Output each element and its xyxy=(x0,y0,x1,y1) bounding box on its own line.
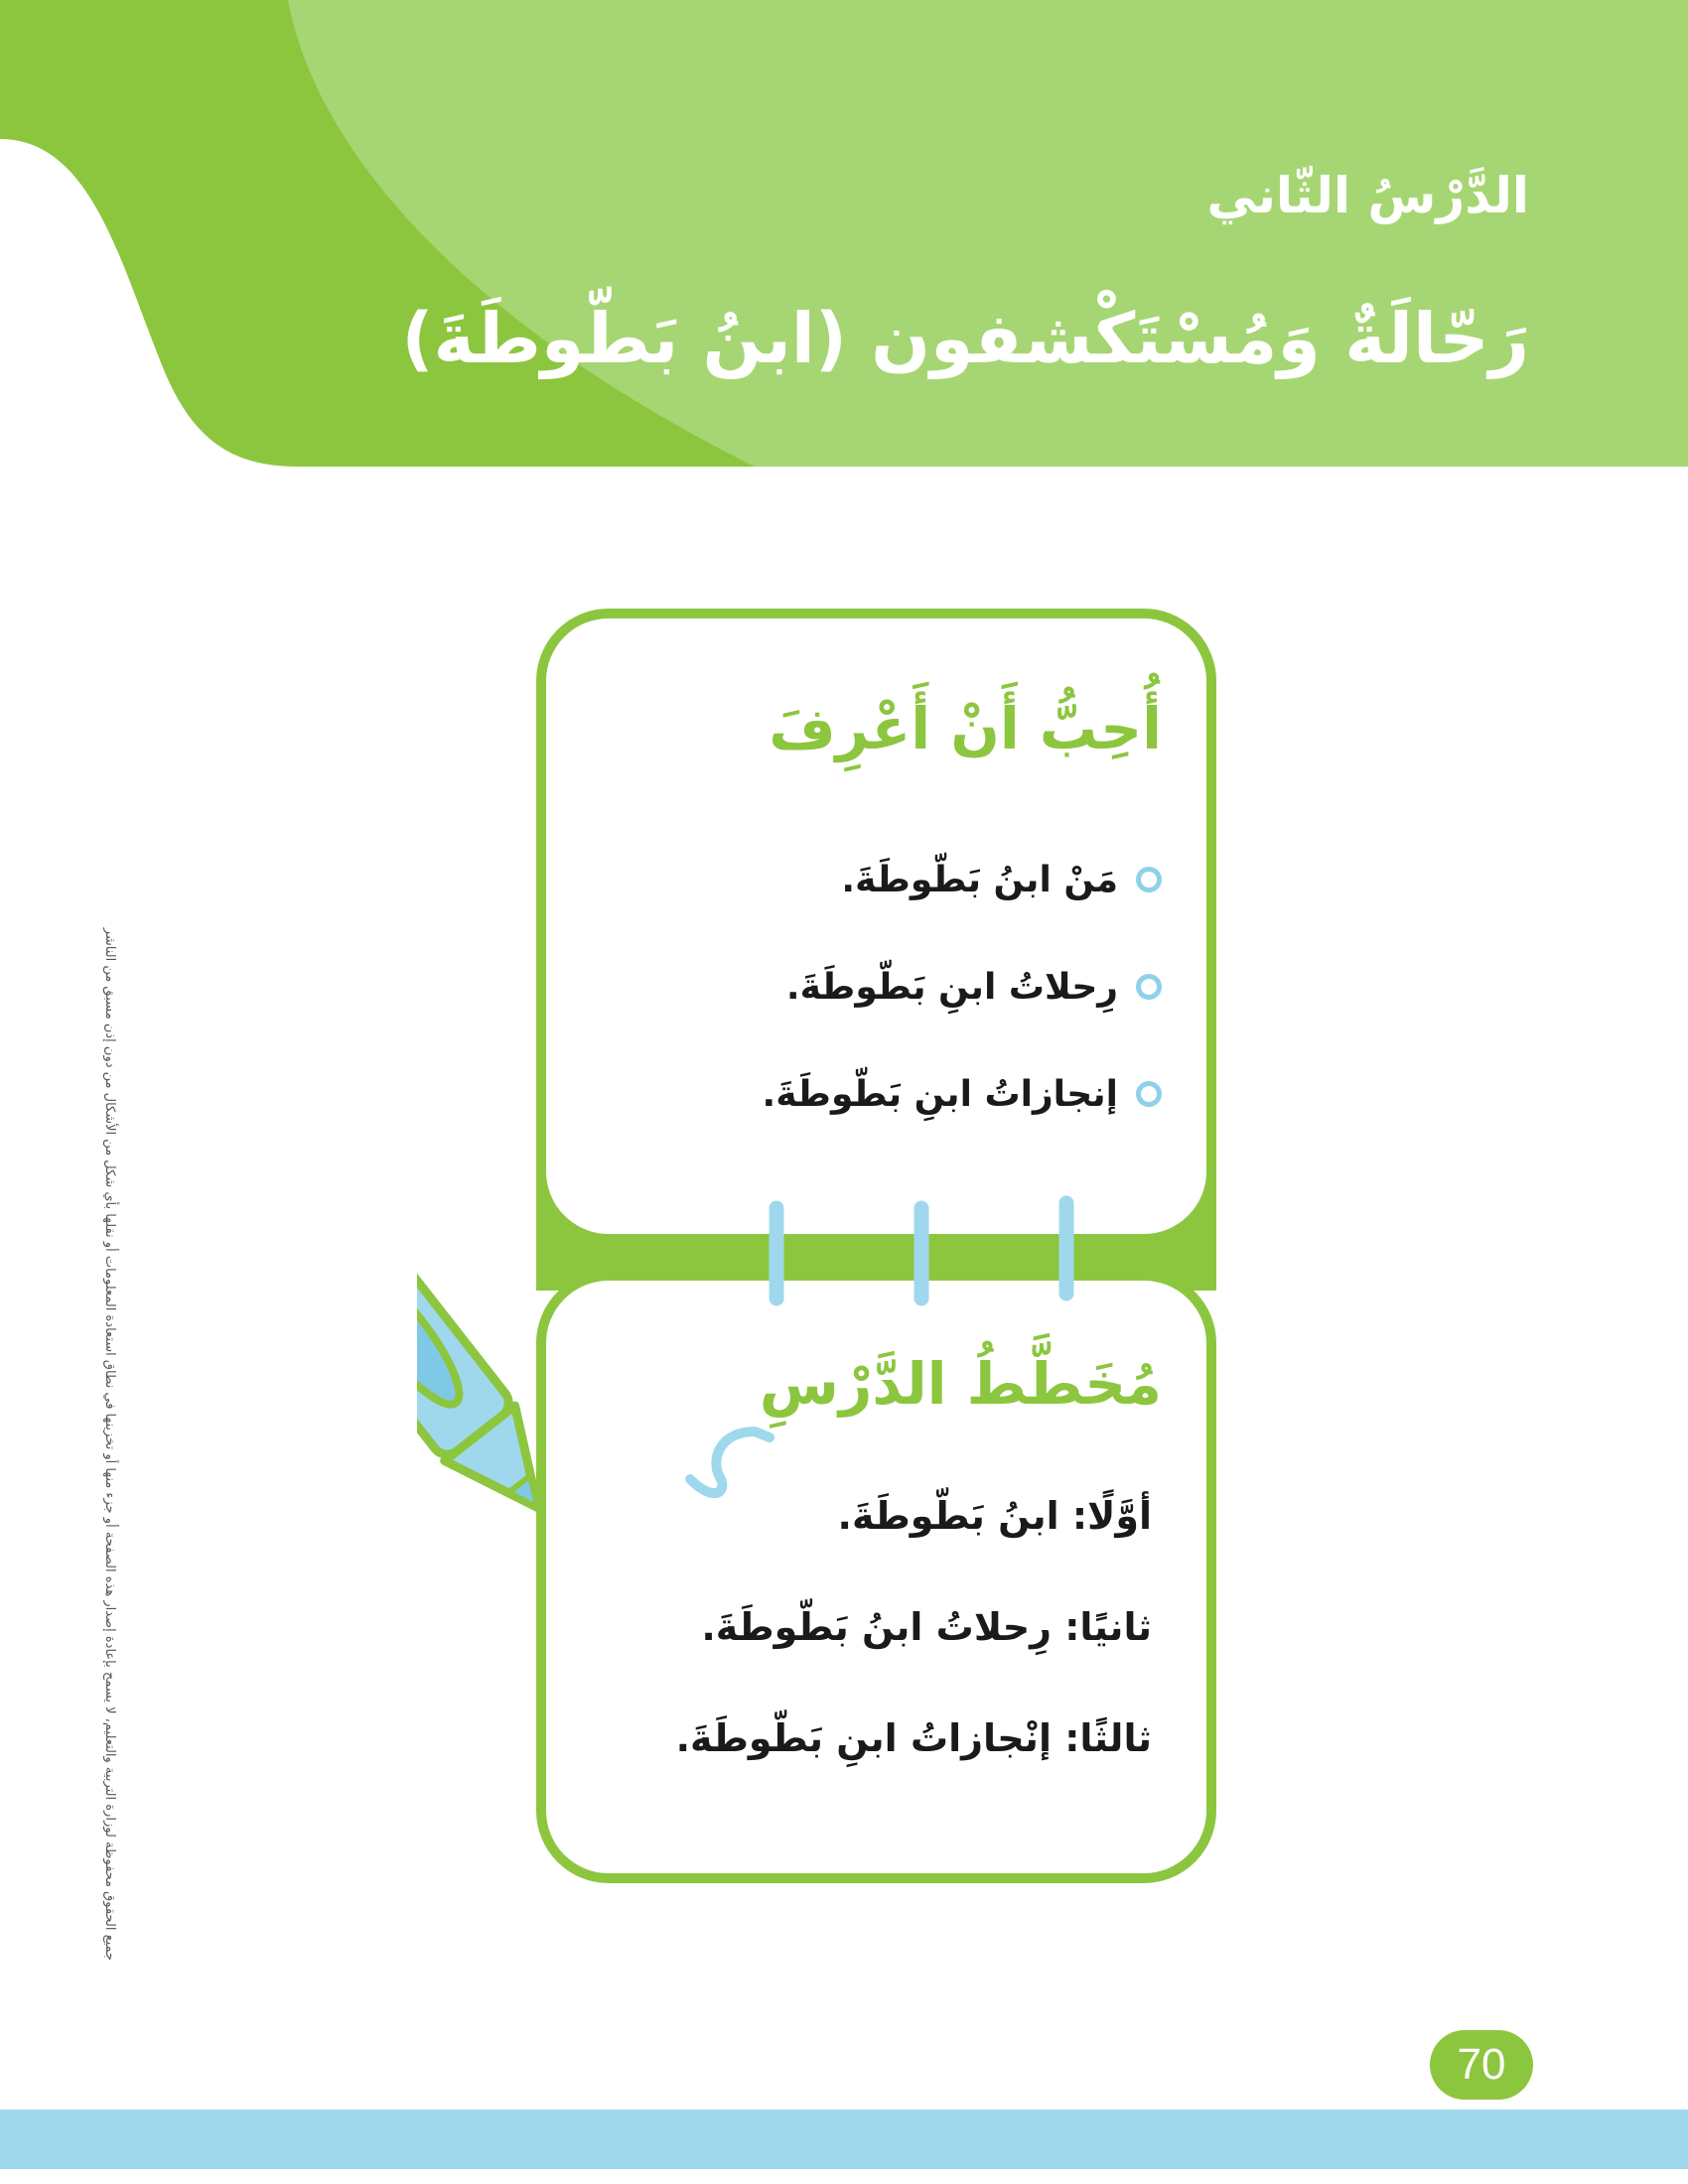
list-item xyxy=(763,1040,1162,1148)
bullet-circle-icon xyxy=(1136,974,1162,1000)
page-number-badge: 70 xyxy=(1430,2030,1533,2100)
footer-bar xyxy=(0,2110,1688,2169)
plan-list xyxy=(676,1481,1152,1815)
know-heading: أُحِبُّ أَنْ أَعْرِفَ xyxy=(769,695,1162,762)
list-item xyxy=(763,826,1162,933)
list-item: أوَّلًا: ابنُ بَطّوطَةَ. xyxy=(837,1494,1152,1538)
header-banner xyxy=(0,0,1688,477)
plan-heading: مُخَطَّطُ الدَّرْسِ xyxy=(759,1350,1162,1418)
list-item: ثانيًا: رِحلاتُ ابنُ بَطّوطَةَ. xyxy=(701,1605,1152,1649)
list-item-text: إنجازاتُ ابنِ بَطّوطَةَ. xyxy=(762,1073,1118,1115)
know-list xyxy=(763,826,1162,1148)
bullet-circle-icon xyxy=(1136,1081,1162,1107)
copyright-note: جميع الحقوق محفوظة لوزارة التربية والتعليم، لا يسمح بإعادة إصدار هذه الصفحة أو جزء منها أو تخزينها في نطاق استعادة المعلومات أو نقلها بأي شكل من الأشكال من دون إذن مسبق من الناشر xyxy=(102,927,117,1961)
list-item xyxy=(763,933,1162,1040)
list-item-text: مَنْ ابنُ بَطّوطَةَ. xyxy=(841,859,1118,900)
lesson-number: الدَّرْسُ الثّاني xyxy=(1206,167,1529,224)
list-item-text: رِحلاتُ ابنِ بَطّوطَةَ. xyxy=(785,966,1118,1008)
list-item: ثالثًا: إنْجازاتُ ابنِ بَطّوطَةَ. xyxy=(675,1716,1152,1760)
lesson-title: رَحّالَةٌ وَمُسْتَكْشفون (ابنُ بَطّوطَةَ) xyxy=(401,298,1529,379)
bullet-circle-icon xyxy=(1136,867,1162,892)
